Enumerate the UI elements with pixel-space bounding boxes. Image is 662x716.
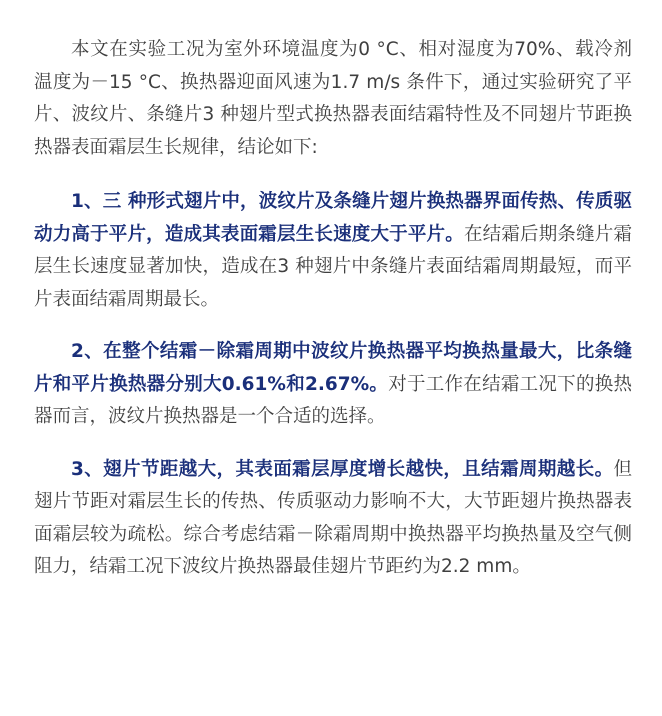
finding-1 (34, 186, 632, 316)
finding-2-highlight: 2、在整个结霜－除霜周期中波纹片换热器平均换热量最大，比条缝片和平片换热器分别大0.61%和2.67%。 (34, 341, 632, 395)
finding-3 (34, 454, 632, 584)
intro-paragraph: 本文在实验工况为室外环境温度为0 °C、相对湿度为70%、载冷剂温度为－15 °C、换热器迎面风速为1.7 m/s 条件下，通过实验研究了平片、波纹片、条缝片3 种翅片型式换热器表面结霜特性及不同翅片节距换热器表面霜层生长规律，结论如下: (34, 39, 632, 158)
finding-1-body: 在结霜后期条缝片霜层生长速度显著加快，造成在3 种翅片中条缝片表面结霜周期最短，而平片表面结霜周期最长。 (34, 223, 632, 310)
finding-2 (34, 336, 632, 434)
finding-2-body: 对于工作在结霜工况下的换热器而言，波纹片换热器是一个合适的选择。 (34, 373, 632, 427)
finding-3-highlight: 3、翅片节距越大，其表面霜层厚度增长越快，且结霜周期越长。 (71, 458, 614, 480)
finding-1-highlight: 1、三 种形式翅片中，波纹片及条缝片翅片换热器界面传热、传质驱动力高于平片，造成其表面霜层生长速度大于平片。 (34, 191, 632, 245)
finding-3-body: 但翅片节距对霜层生长的传热、传质驱动力影响不大，大节距翅片换热器表面霜层较为疏松。综合考虑结霜－除霜周期中换热器平均换热量及空气侧阻力，结霜工况下波纹片换热器最佳翅片节距约为2.2 mm。 (34, 458, 632, 577)
